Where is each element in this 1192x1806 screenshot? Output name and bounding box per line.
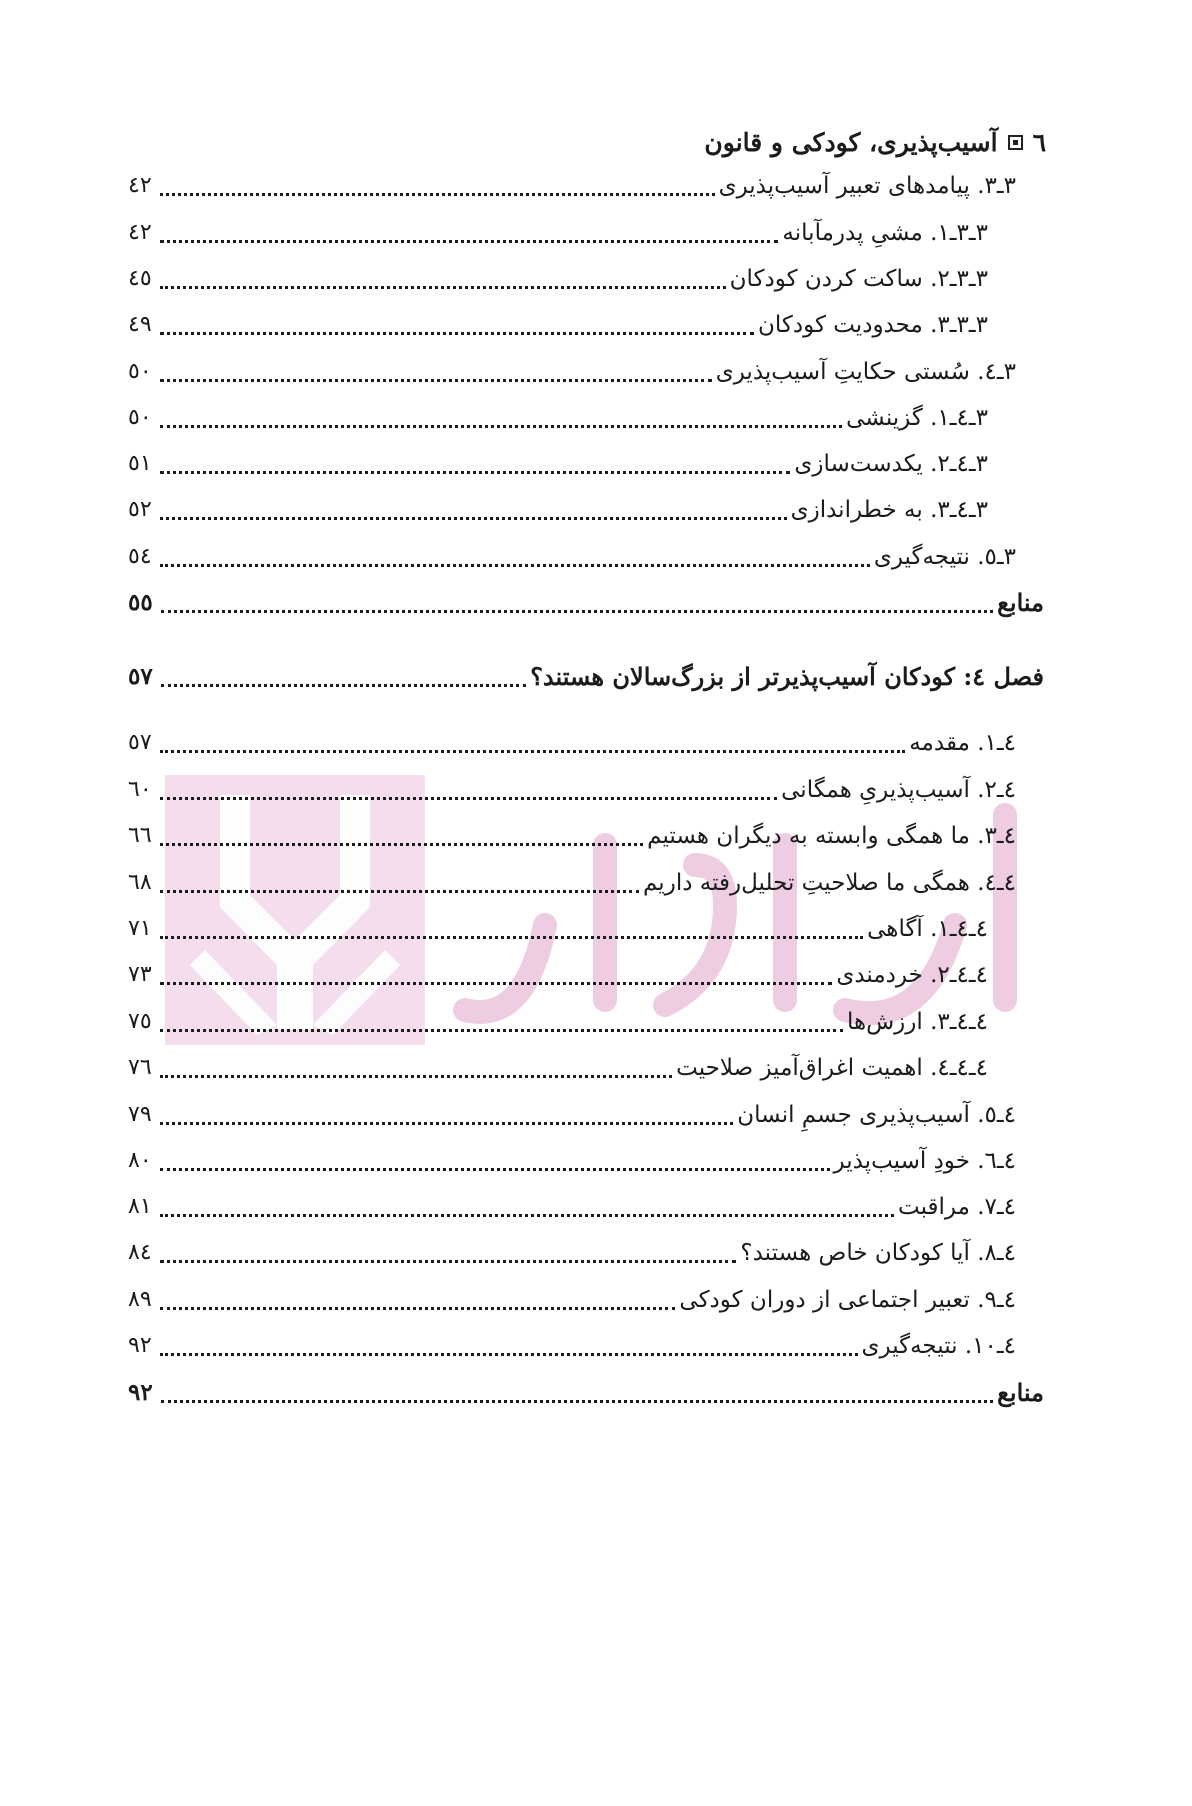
- toc-entry-page: ٤٥: [128, 266, 152, 291]
- toc-entry-page: ٦٦: [128, 823, 152, 848]
- toc-entry-page: ٥٢: [128, 497, 152, 522]
- toc-entry-page: ٩٢: [128, 1333, 152, 1358]
- toc-entry: [128, 305, 988, 345]
- toc-entry: [128, 398, 988, 438]
- toc-entry: [128, 1187, 1016, 1227]
- toc-entry: [128, 444, 988, 484]
- toc-entry: [128, 816, 1016, 856]
- toc-entry-title: ٣ـ٤ـ١. گزینشی: [846, 405, 988, 431]
- dot-leader: [160, 425, 842, 428]
- toc-entry-title: ٣ـ٣. پیامدهای تعبیر آسیب‌پذیری: [718, 173, 1016, 199]
- toc-entry-page: ٤٩: [128, 312, 152, 337]
- toc-entry-page: ٥٧: [128, 663, 153, 690]
- dot-leader: [160, 1307, 676, 1310]
- toc-entry-title: ٤ـ٣. ما همگی وابسته به دیگران هستیم: [647, 823, 1016, 849]
- toc-entry: [128, 723, 1016, 763]
- toc-entry-page: ٥١: [128, 451, 152, 476]
- toc-entry: [128, 909, 988, 949]
- dot-leader: [160, 797, 777, 800]
- toc-entry: [128, 1141, 1016, 1181]
- dot-leader: [160, 471, 791, 474]
- dot-leader: [160, 1075, 673, 1078]
- toc-entry: [128, 770, 1016, 810]
- toc-entry-page: ٦٨: [128, 870, 152, 895]
- toc-entry: [128, 1002, 988, 1042]
- dot-leader: [160, 379, 712, 382]
- toc-entry: [128, 1326, 1016, 1366]
- toc-entry: [128, 490, 988, 530]
- toc-entry-title: ٣ـ٤. سُستی حکایتِ آسیب‌پذیری: [715, 359, 1016, 385]
- toc-entry-page: ٤٢: [128, 220, 152, 245]
- toc-entry-title: ٤ـ١. مقدمه: [909, 730, 1016, 756]
- toc-entry: [128, 583, 1044, 623]
- toc-entry: [128, 1233, 1016, 1273]
- dot-leader: [160, 286, 726, 289]
- toc-entry-page: ٨٤: [128, 1240, 152, 1265]
- toc-entry-title: ٤ـ٤. همگی ما صلاحیتِ تحلیل‌رفته داریم: [643, 870, 1016, 896]
- toc-entry-page: ٨٩: [128, 1287, 152, 1312]
- toc-entry-title: ٤ـ٥. آسیب‌پذیری جسمِ انسان: [737, 1102, 1016, 1128]
- dot-leader: [160, 843, 644, 846]
- toc-entry-page: ٨١: [128, 1194, 152, 1219]
- dot-leader: [160, 1260, 737, 1263]
- dot-leader: [161, 610, 993, 613]
- dot-leader: [160, 1029, 843, 1032]
- toc-entry-title: ٤ـ١٠. نتیجه‌گیری: [861, 1333, 1016, 1359]
- dot-leader: [160, 517, 787, 520]
- toc-entry-title: ٤ـ٦. خودِ آسیب‌پذیر: [833, 1148, 1016, 1174]
- toc-entry-title: فصل ٤: کودکان آسیب‌پذیرتر از بزرگ‌سالان هستند؟: [530, 662, 1044, 691]
- toc-entry-title: ٣ـ٣ـ٣. محدودیت کودکان: [757, 312, 988, 338]
- toc-entry-page: ٤٢: [128, 173, 152, 198]
- dot-leader: [160, 1122, 734, 1125]
- toc-entry: [128, 955, 988, 995]
- header-page-number: ٦: [1032, 128, 1046, 157]
- dot-leader: [160, 1168, 830, 1171]
- toc-entry-page: ٥٠: [128, 359, 152, 384]
- toc-entry-page: ٧٩: [128, 1102, 152, 1127]
- toc-entry-page: ٧٦: [128, 1055, 152, 1080]
- toc-entry: [128, 657, 1044, 697]
- toc-entry: [128, 1095, 1016, 1135]
- toc-entry-page: ٧٥: [128, 1009, 152, 1034]
- toc-entry-title: منابع: [997, 588, 1044, 617]
- dot-leader: [161, 684, 526, 687]
- toc-entry-title: ٤ـ٤ـ١. آگاهی: [867, 916, 988, 942]
- toc-entry: [128, 166, 1016, 206]
- dot-leader: [160, 982, 833, 985]
- dot-leader: [160, 193, 715, 196]
- toc-entry-title: ٣ـ٤ـ٢. یکدست‌سازی: [794, 451, 988, 477]
- dot-leader: [160, 936, 864, 939]
- dot-leader: [160, 1214, 894, 1217]
- toc-entry-title: ٣ـ٥. نتیجه‌گیری: [873, 544, 1016, 570]
- toc-entry: [128, 1048, 988, 1088]
- dot-leader: [160, 240, 779, 243]
- toc-entry: [128, 213, 988, 253]
- header-book-title: آسیب‌پذیری، کودکی و قانون: [704, 128, 998, 157]
- dot-leader: [161, 1400, 993, 1403]
- toc-entry-page: ٥٥: [128, 589, 153, 616]
- toc-entry: [128, 259, 988, 299]
- dot-leader: [160, 564, 870, 567]
- toc-entry-page: ٥٠: [128, 405, 152, 430]
- toc-entry-page: ٦٠: [128, 777, 152, 802]
- toc-entry-page: ٥٤: [128, 544, 152, 569]
- toc-entry-title: ٤ـ٤ـ٤. اهمیت اغراق‌آمیز صلاحیت: [676, 1055, 988, 1081]
- toc-entry-page: ٧١: [128, 916, 152, 941]
- toc-entry-title: ٣ـ٣ـ١. مشیِ پدرمآبانه: [782, 220, 988, 246]
- toc-entry: [128, 1373, 1044, 1413]
- dot-leader: [160, 332, 754, 335]
- toc-entry-title: ٣ـ٣ـ٢. ساکت کردن کودکان: [729, 266, 988, 292]
- toc-entry-page: ٧٣: [128, 962, 152, 987]
- dot-leader: [160, 890, 639, 893]
- toc-entry: [128, 863, 1016, 903]
- toc-entry-title: ٤ـ٢. آسیب‌پذیریِ همگانی: [781, 777, 1016, 803]
- toc-entry-title: منابع: [997, 1378, 1044, 1407]
- toc-entry-page: ٨٠: [128, 1148, 152, 1173]
- toc-entry: [128, 1280, 1016, 1320]
- toc-entry-title: ٤ـ٨. آیا کودکان خاص هستند؟: [740, 1240, 1016, 1266]
- toc-entry-title: ٤ـ٤ـ٢. خردمندی: [836, 962, 988, 988]
- toc-entry-title: ٤ـ٧. مراقبت: [897, 1194, 1016, 1220]
- dot-leader: [160, 750, 906, 753]
- toc-entry: [128, 352, 1016, 392]
- toc-entry-title: ٤ـ٩. تعبیر اجتماعی از دوران کودکی: [679, 1287, 1016, 1313]
- toc-entry: [128, 537, 1016, 577]
- toc-entry-page: ٩٢: [128, 1379, 153, 1406]
- toc-entry-page: ٥٧: [128, 730, 152, 755]
- toc-entry-title: ٣ـ٤ـ٣. به خطراندازی: [790, 497, 988, 523]
- toc-entry-title: ٤ـ٤ـ٣. ارزش‌ها: [846, 1009, 988, 1035]
- dot-leader: [160, 1353, 858, 1356]
